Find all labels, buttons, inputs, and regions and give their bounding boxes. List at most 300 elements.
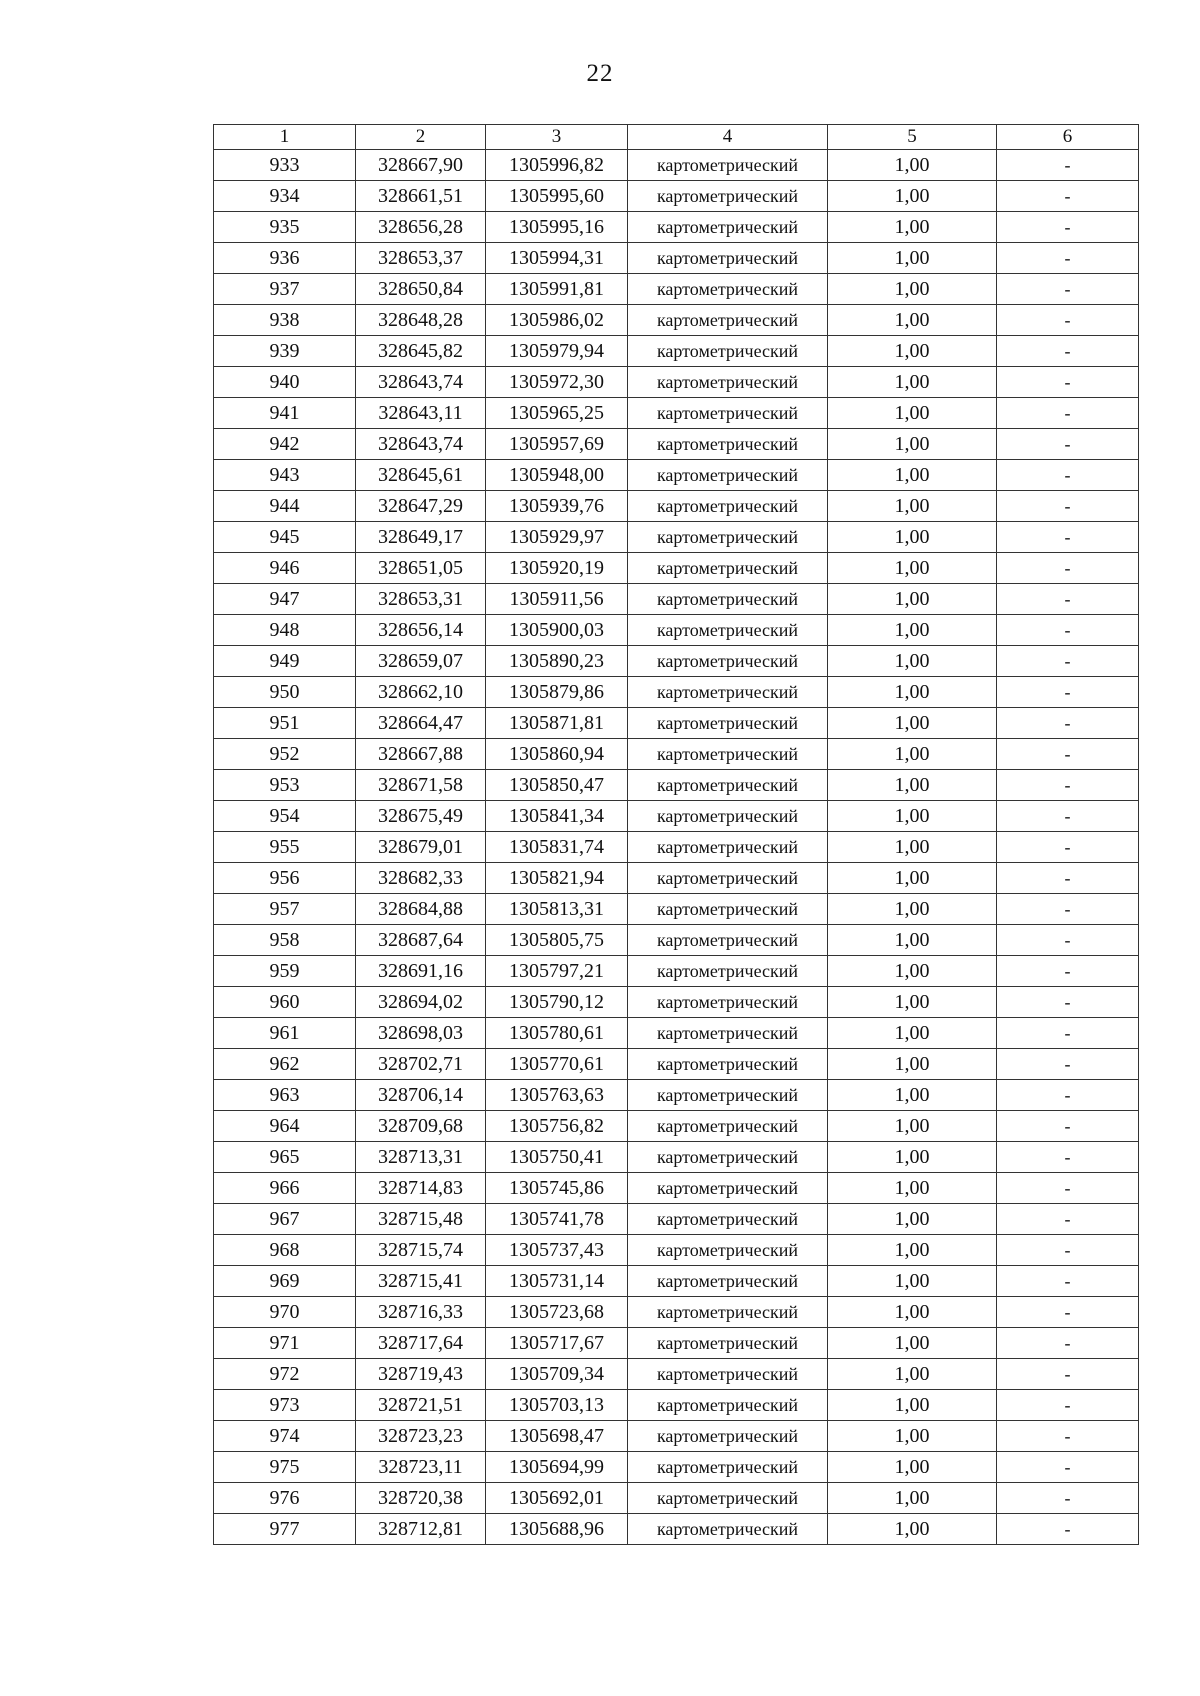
method-cell: картометрический xyxy=(628,1266,828,1297)
method-cell: картометрический xyxy=(628,150,828,181)
x-coordinate-cell: 328643,74 xyxy=(356,367,486,398)
x-coordinate-cell: 328713,31 xyxy=(356,1142,486,1173)
method-cell: картометрический xyxy=(628,584,828,615)
table-row xyxy=(214,1297,1139,1328)
table-row xyxy=(214,739,1139,770)
y-coordinate-cell: 1305900,03 xyxy=(486,615,628,646)
table-row xyxy=(214,1204,1139,1235)
method-cell: картометрический xyxy=(628,1483,828,1514)
y-coordinate-cell: 1305770,61 xyxy=(486,1049,628,1080)
x-coordinate-cell: 328715,41 xyxy=(356,1266,486,1297)
accuracy-cell: 1,00 xyxy=(828,1452,997,1483)
point-number-cell: 964 xyxy=(214,1111,356,1142)
x-coordinate-cell: 328649,17 xyxy=(356,522,486,553)
accuracy-cell: 1,00 xyxy=(828,1049,997,1080)
x-coordinate-cell: 328715,74 xyxy=(356,1235,486,1266)
coordinates-table xyxy=(213,124,1139,1545)
method-cell: картометрический xyxy=(628,305,828,336)
point-number-cell: 939 xyxy=(214,336,356,367)
x-coordinate-cell: 328656,28 xyxy=(356,212,486,243)
note-cell: - xyxy=(997,1204,1139,1235)
note-cell: - xyxy=(997,429,1139,460)
accuracy-cell: 1,00 xyxy=(828,1111,997,1142)
y-coordinate-cell: 1305879,86 xyxy=(486,677,628,708)
y-coordinate-cell: 1305741,78 xyxy=(486,1204,628,1235)
y-coordinate-cell: 1305841,34 xyxy=(486,801,628,832)
method-cell: картометрический xyxy=(628,398,828,429)
accuracy-cell: 1,00 xyxy=(828,770,997,801)
method-cell: картометрический xyxy=(628,1514,828,1545)
method-cell: картометрический xyxy=(628,1204,828,1235)
method-cell: картометрический xyxy=(628,708,828,739)
note-cell: - xyxy=(997,150,1139,181)
table-row xyxy=(214,1111,1139,1142)
table-row xyxy=(214,491,1139,522)
table-row xyxy=(214,181,1139,212)
accuracy-cell: 1,00 xyxy=(828,708,997,739)
method-cell: картометрический xyxy=(628,1421,828,1452)
method-cell: картометрический xyxy=(628,429,828,460)
accuracy-cell: 1,00 xyxy=(828,1359,997,1390)
table-row xyxy=(214,1359,1139,1390)
note-cell: - xyxy=(997,553,1139,584)
x-coordinate-cell: 328720,38 xyxy=(356,1483,486,1514)
y-coordinate-cell: 1305939,76 xyxy=(486,491,628,522)
note-cell: - xyxy=(997,894,1139,925)
y-coordinate-cell: 1305860,94 xyxy=(486,739,628,770)
table-row xyxy=(214,212,1139,243)
table-row xyxy=(214,770,1139,801)
accuracy-cell: 1,00 xyxy=(828,429,997,460)
point-number-cell: 949 xyxy=(214,646,356,677)
x-coordinate-cell: 328698,03 xyxy=(356,1018,486,1049)
accuracy-cell: 1,00 xyxy=(828,677,997,708)
table-row xyxy=(214,1049,1139,1080)
accuracy-cell: 1,00 xyxy=(828,646,997,677)
point-number-cell: 942 xyxy=(214,429,356,460)
x-coordinate-cell: 328664,47 xyxy=(356,708,486,739)
note-cell: - xyxy=(997,925,1139,956)
x-coordinate-cell: 328648,28 xyxy=(356,305,486,336)
x-coordinate-cell: 328687,64 xyxy=(356,925,486,956)
accuracy-cell: 1,00 xyxy=(828,584,997,615)
accuracy-cell: 1,00 xyxy=(828,1421,997,1452)
note-cell: - xyxy=(997,1421,1139,1452)
point-number-cell: 943 xyxy=(214,460,356,491)
accuracy-cell: 1,00 xyxy=(828,1483,997,1514)
note-cell: - xyxy=(997,1514,1139,1545)
point-number-cell: 976 xyxy=(214,1483,356,1514)
y-coordinate-cell: 1305850,47 xyxy=(486,770,628,801)
y-coordinate-cell: 1305994,31 xyxy=(486,243,628,274)
note-cell: - xyxy=(997,1359,1139,1390)
point-number-cell: 959 xyxy=(214,956,356,987)
point-number-cell: 971 xyxy=(214,1328,356,1359)
accuracy-cell: 1,00 xyxy=(828,367,997,398)
point-number-cell: 945 xyxy=(214,522,356,553)
note-cell: - xyxy=(997,956,1139,987)
point-number-cell: 966 xyxy=(214,1173,356,1204)
method-cell: картометрический xyxy=(628,1297,828,1328)
x-coordinate-cell: 328682,33 xyxy=(356,863,486,894)
note-cell: - xyxy=(997,1235,1139,1266)
y-coordinate-cell: 1305948,00 xyxy=(486,460,628,491)
note-cell: - xyxy=(997,615,1139,646)
method-cell: картометрический xyxy=(628,1173,828,1204)
table-row xyxy=(214,553,1139,584)
y-coordinate-cell: 1305703,13 xyxy=(486,1390,628,1421)
accuracy-cell: 1,00 xyxy=(828,987,997,1018)
y-coordinate-cell: 1305813,31 xyxy=(486,894,628,925)
note-cell: - xyxy=(997,274,1139,305)
method-cell: картометрический xyxy=(628,1452,828,1483)
y-coordinate-cell: 1305780,61 xyxy=(486,1018,628,1049)
method-cell: картометрический xyxy=(628,553,828,584)
y-coordinate-cell: 1305986,02 xyxy=(486,305,628,336)
y-coordinate-cell: 1305979,94 xyxy=(486,336,628,367)
x-coordinate-cell: 328653,37 xyxy=(356,243,486,274)
note-cell: - xyxy=(997,801,1139,832)
x-coordinate-cell: 328714,83 xyxy=(356,1173,486,1204)
point-number-cell: 970 xyxy=(214,1297,356,1328)
accuracy-cell: 1,00 xyxy=(828,1390,997,1421)
x-coordinate-cell: 328709,68 xyxy=(356,1111,486,1142)
point-number-cell: 950 xyxy=(214,677,356,708)
accuracy-cell: 1,00 xyxy=(828,1328,997,1359)
accuracy-cell: 1,00 xyxy=(828,1297,997,1328)
note-cell: - xyxy=(997,646,1139,677)
note-cell: - xyxy=(997,1049,1139,1080)
method-cell: картометрический xyxy=(628,460,828,491)
table-body xyxy=(214,150,1139,1545)
x-coordinate-cell: 328702,71 xyxy=(356,1049,486,1080)
y-coordinate-cell: 1305688,96 xyxy=(486,1514,628,1545)
method-cell: картометрический xyxy=(628,1142,828,1173)
x-coordinate-cell: 328645,61 xyxy=(356,460,486,491)
note-cell: - xyxy=(997,832,1139,863)
point-number-cell: 961 xyxy=(214,1018,356,1049)
method-cell: картометрический xyxy=(628,832,828,863)
method-cell: картометрический xyxy=(628,1018,828,1049)
x-coordinate-cell: 328719,43 xyxy=(356,1359,486,1390)
accuracy-cell: 1,00 xyxy=(828,615,997,646)
x-coordinate-cell: 328645,82 xyxy=(356,336,486,367)
x-coordinate-cell: 328715,48 xyxy=(356,1204,486,1235)
note-cell: - xyxy=(997,708,1139,739)
table-row xyxy=(214,1142,1139,1173)
point-number-cell: 933 xyxy=(214,150,356,181)
method-cell: картометрический xyxy=(628,1080,828,1111)
note-cell: - xyxy=(997,770,1139,801)
note-cell: - xyxy=(997,1297,1139,1328)
method-cell: картометрический xyxy=(628,274,828,305)
note-cell: - xyxy=(997,1390,1139,1421)
column-header-6: 6 xyxy=(997,125,1139,150)
accuracy-cell: 1,00 xyxy=(828,1173,997,1204)
table-row xyxy=(214,1235,1139,1266)
point-number-cell: 953 xyxy=(214,770,356,801)
method-cell: картометрический xyxy=(628,739,828,770)
x-coordinate-cell: 328667,90 xyxy=(356,150,486,181)
table-row xyxy=(214,646,1139,677)
note-cell: - xyxy=(997,367,1139,398)
point-number-cell: 936 xyxy=(214,243,356,274)
x-coordinate-cell: 328721,51 xyxy=(356,1390,486,1421)
point-number-cell: 974 xyxy=(214,1421,356,1452)
accuracy-cell: 1,00 xyxy=(828,522,997,553)
method-cell: картометрический xyxy=(628,770,828,801)
point-number-cell: 972 xyxy=(214,1359,356,1390)
note-cell: - xyxy=(997,243,1139,274)
method-cell: картометрический xyxy=(628,956,828,987)
accuracy-cell: 1,00 xyxy=(828,894,997,925)
y-coordinate-cell: 1305763,63 xyxy=(486,1080,628,1111)
x-coordinate-cell: 328651,05 xyxy=(356,553,486,584)
x-coordinate-cell: 328691,16 xyxy=(356,956,486,987)
method-cell: картометрический xyxy=(628,243,828,274)
table-row xyxy=(214,1483,1139,1514)
point-number-cell: 937 xyxy=(214,274,356,305)
y-coordinate-cell: 1305745,86 xyxy=(486,1173,628,1204)
table-row xyxy=(214,832,1139,863)
y-coordinate-cell: 1305694,99 xyxy=(486,1452,628,1483)
column-header-3: 3 xyxy=(486,125,628,150)
x-coordinate-cell: 328706,14 xyxy=(356,1080,486,1111)
table-row xyxy=(214,801,1139,832)
table-row xyxy=(214,274,1139,305)
method-cell: картометрический xyxy=(628,491,828,522)
accuracy-cell: 1,00 xyxy=(828,491,997,522)
table-row xyxy=(214,584,1139,615)
point-number-cell: 963 xyxy=(214,1080,356,1111)
table-row xyxy=(214,956,1139,987)
method-cell: картометрический xyxy=(628,1235,828,1266)
y-coordinate-cell: 1305717,67 xyxy=(486,1328,628,1359)
column-header-5: 5 xyxy=(828,125,997,150)
method-cell: картометрический xyxy=(628,863,828,894)
accuracy-cell: 1,00 xyxy=(828,181,997,212)
point-number-cell: 941 xyxy=(214,398,356,429)
table-row xyxy=(214,305,1139,336)
point-number-cell: 958 xyxy=(214,925,356,956)
accuracy-cell: 1,00 xyxy=(828,925,997,956)
accuracy-cell: 1,00 xyxy=(828,398,997,429)
x-coordinate-cell: 328643,74 xyxy=(356,429,486,460)
note-cell: - xyxy=(997,1266,1139,1297)
y-coordinate-cell: 1305797,21 xyxy=(486,956,628,987)
y-coordinate-cell: 1305831,74 xyxy=(486,832,628,863)
point-number-cell: 947 xyxy=(214,584,356,615)
note-cell: - xyxy=(997,305,1139,336)
point-number-cell: 973 xyxy=(214,1390,356,1421)
accuracy-cell: 1,00 xyxy=(828,243,997,274)
method-cell: картометрический xyxy=(628,894,828,925)
y-coordinate-cell: 1305991,81 xyxy=(486,274,628,305)
x-coordinate-cell: 328659,07 xyxy=(356,646,486,677)
accuracy-cell: 1,00 xyxy=(828,336,997,367)
x-coordinate-cell: 328712,81 xyxy=(356,1514,486,1545)
note-cell: - xyxy=(997,987,1139,1018)
point-number-cell: 965 xyxy=(214,1142,356,1173)
y-coordinate-cell: 1305995,60 xyxy=(486,181,628,212)
x-coordinate-cell: 328647,29 xyxy=(356,491,486,522)
point-number-cell: 940 xyxy=(214,367,356,398)
method-cell: картометрический xyxy=(628,212,828,243)
y-coordinate-cell: 1305737,43 xyxy=(486,1235,628,1266)
y-coordinate-cell: 1305756,82 xyxy=(486,1111,628,1142)
table-row xyxy=(214,460,1139,491)
point-number-cell: 954 xyxy=(214,801,356,832)
note-cell: - xyxy=(997,677,1139,708)
note-cell: - xyxy=(997,336,1139,367)
note-cell: - xyxy=(997,1328,1139,1359)
table-row xyxy=(214,522,1139,553)
x-coordinate-cell: 328675,49 xyxy=(356,801,486,832)
table-row xyxy=(214,925,1139,956)
table-row xyxy=(214,1452,1139,1483)
x-coordinate-cell: 328661,51 xyxy=(356,181,486,212)
accuracy-cell: 1,00 xyxy=(828,832,997,863)
accuracy-cell: 1,00 xyxy=(828,1018,997,1049)
note-cell: - xyxy=(997,460,1139,491)
x-coordinate-cell: 328653,31 xyxy=(356,584,486,615)
y-coordinate-cell: 1305890,23 xyxy=(486,646,628,677)
point-number-cell: 946 xyxy=(214,553,356,584)
note-cell: - xyxy=(997,212,1139,243)
y-coordinate-cell: 1305871,81 xyxy=(486,708,628,739)
table-row xyxy=(214,1514,1139,1545)
method-cell: картометрический xyxy=(628,1111,828,1142)
method-cell: картометрический xyxy=(628,181,828,212)
note-cell: - xyxy=(997,863,1139,894)
table-header xyxy=(214,125,1139,150)
table-row xyxy=(214,150,1139,181)
header-row xyxy=(214,125,1139,150)
table-row xyxy=(214,1080,1139,1111)
note-cell: - xyxy=(997,522,1139,553)
y-coordinate-cell: 1305965,25 xyxy=(486,398,628,429)
note-cell: - xyxy=(997,1142,1139,1173)
note-cell: - xyxy=(997,1452,1139,1483)
note-cell: - xyxy=(997,398,1139,429)
y-coordinate-cell: 1305750,41 xyxy=(486,1142,628,1173)
point-number-cell: 938 xyxy=(214,305,356,336)
accuracy-cell: 1,00 xyxy=(828,1266,997,1297)
x-coordinate-cell: 328717,64 xyxy=(356,1328,486,1359)
y-coordinate-cell: 1305957,69 xyxy=(486,429,628,460)
table-row xyxy=(214,429,1139,460)
note-cell: - xyxy=(997,1173,1139,1204)
point-number-cell: 960 xyxy=(214,987,356,1018)
point-number-cell: 975 xyxy=(214,1452,356,1483)
table-row xyxy=(214,367,1139,398)
y-coordinate-cell: 1305731,14 xyxy=(486,1266,628,1297)
x-coordinate-cell: 328671,58 xyxy=(356,770,486,801)
x-coordinate-cell: 328656,14 xyxy=(356,615,486,646)
accuracy-cell: 1,00 xyxy=(828,1204,997,1235)
table-row xyxy=(214,615,1139,646)
point-number-cell: 955 xyxy=(214,832,356,863)
y-coordinate-cell: 1305692,01 xyxy=(486,1483,628,1514)
x-coordinate-cell: 328679,01 xyxy=(356,832,486,863)
point-number-cell: 977 xyxy=(214,1514,356,1545)
accuracy-cell: 1,00 xyxy=(828,1235,997,1266)
table-row xyxy=(214,677,1139,708)
accuracy-cell: 1,00 xyxy=(828,801,997,832)
method-cell: картометрический xyxy=(628,1359,828,1390)
x-coordinate-cell: 328716,33 xyxy=(356,1297,486,1328)
note-cell: - xyxy=(997,491,1139,522)
point-number-cell: 969 xyxy=(214,1266,356,1297)
accuracy-cell: 1,00 xyxy=(828,739,997,770)
y-coordinate-cell: 1305790,12 xyxy=(486,987,628,1018)
method-cell: картометрический xyxy=(628,987,828,1018)
method-cell: картометрический xyxy=(628,925,828,956)
accuracy-cell: 1,00 xyxy=(828,305,997,336)
y-coordinate-cell: 1305698,47 xyxy=(486,1421,628,1452)
accuracy-cell: 1,00 xyxy=(828,1142,997,1173)
table-row xyxy=(214,987,1139,1018)
note-cell: - xyxy=(997,584,1139,615)
method-cell: картометрический xyxy=(628,677,828,708)
table-row xyxy=(214,1266,1139,1297)
table-row xyxy=(214,1328,1139,1359)
y-coordinate-cell: 1305805,75 xyxy=(486,925,628,956)
x-coordinate-cell: 328694,02 xyxy=(356,987,486,1018)
point-number-cell: 962 xyxy=(214,1049,356,1080)
y-coordinate-cell: 1305709,34 xyxy=(486,1359,628,1390)
table-row xyxy=(214,863,1139,894)
accuracy-cell: 1,00 xyxy=(828,863,997,894)
x-coordinate-cell: 328643,11 xyxy=(356,398,486,429)
point-number-cell: 948 xyxy=(214,615,356,646)
note-cell: - xyxy=(997,739,1139,770)
accuracy-cell: 1,00 xyxy=(828,212,997,243)
accuracy-cell: 1,00 xyxy=(828,956,997,987)
y-coordinate-cell: 1305821,94 xyxy=(486,863,628,894)
point-number-cell: 956 xyxy=(214,863,356,894)
table-row xyxy=(214,243,1139,274)
table-row xyxy=(214,336,1139,367)
table-row xyxy=(214,1018,1139,1049)
table-row xyxy=(214,1390,1139,1421)
accuracy-cell: 1,00 xyxy=(828,553,997,584)
x-coordinate-cell: 328662,10 xyxy=(356,677,486,708)
accuracy-cell: 1,00 xyxy=(828,1080,997,1111)
y-coordinate-cell: 1305911,56 xyxy=(486,584,628,615)
note-cell: - xyxy=(997,1080,1139,1111)
point-number-cell: 935 xyxy=(214,212,356,243)
table-row xyxy=(214,894,1139,925)
method-cell: картометрический xyxy=(628,615,828,646)
x-coordinate-cell: 328684,88 xyxy=(356,894,486,925)
column-header-4: 4 xyxy=(628,125,828,150)
x-coordinate-cell: 328723,23 xyxy=(356,1421,486,1452)
method-cell: картометрический xyxy=(628,336,828,367)
note-cell: - xyxy=(997,1018,1139,1049)
note-cell: - xyxy=(997,1483,1139,1514)
method-cell: картометрический xyxy=(628,522,828,553)
point-number-cell: 968 xyxy=(214,1235,356,1266)
y-coordinate-cell: 1305723,68 xyxy=(486,1297,628,1328)
y-coordinate-cell: 1305972,30 xyxy=(486,367,628,398)
point-number-cell: 951 xyxy=(214,708,356,739)
table-row xyxy=(214,708,1139,739)
accuracy-cell: 1,00 xyxy=(828,274,997,305)
method-cell: картометрический xyxy=(628,367,828,398)
point-number-cell: 957 xyxy=(214,894,356,925)
point-number-cell: 944 xyxy=(214,491,356,522)
